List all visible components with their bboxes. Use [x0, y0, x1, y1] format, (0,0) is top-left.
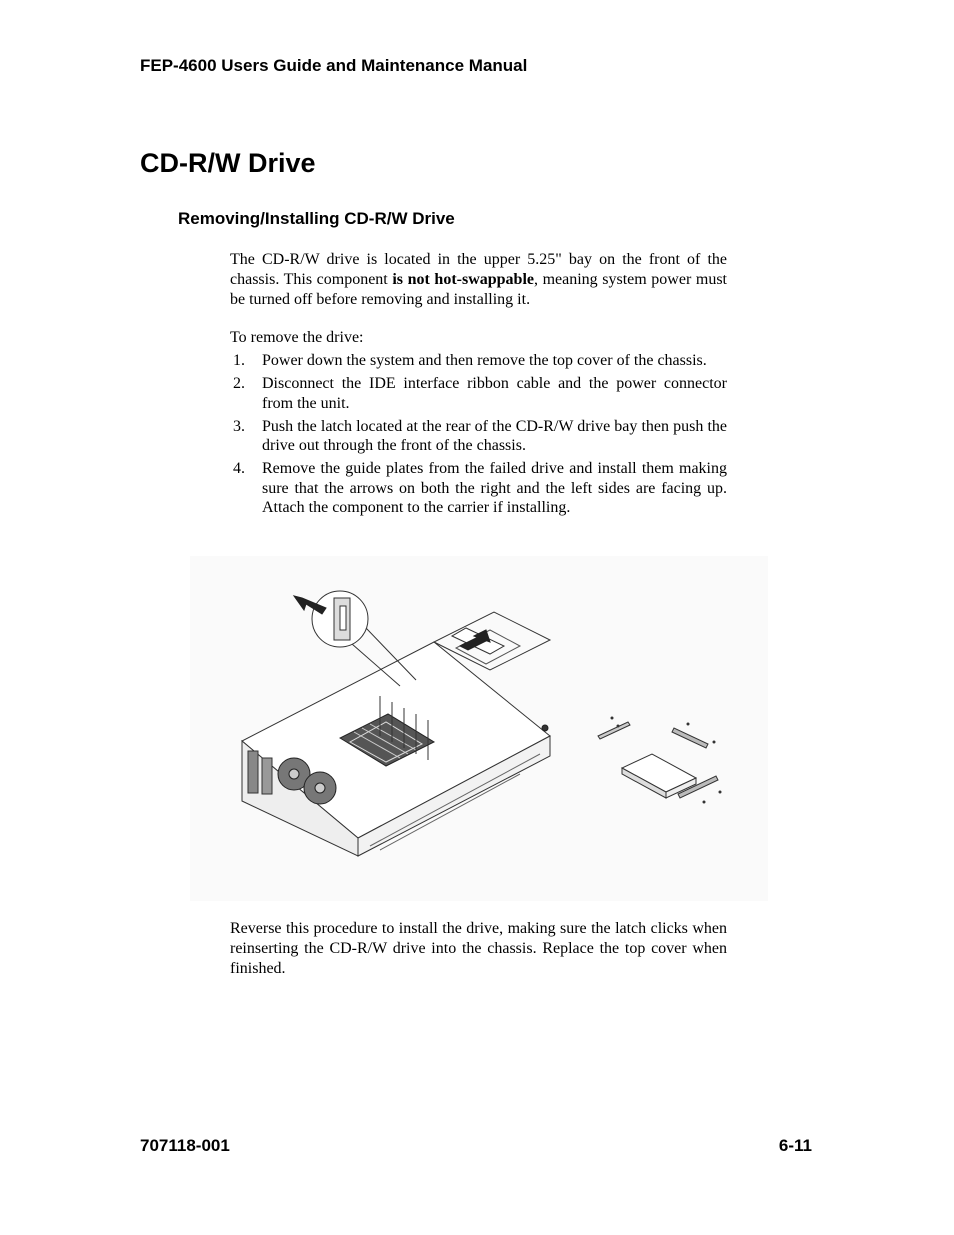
chassis-drive-illustration	[190, 556, 768, 901]
section-title: CD-R/W Drive	[140, 148, 316, 178]
step-text: Push the latch located at the rear of the CD-R/W drive bay then push the drive out through the front of the chassis.	[262, 417, 727, 454]
guide-plates-exploded-drawing	[598, 717, 722, 804]
intro-text-part1: The CD-R/W drive is located in the upper 5.25" bay on the front of the chassis. This component	[230, 251, 727, 288]
page-number: 6-11	[778, 1136, 812, 1155]
hot-swap-warning: is not hot-swappable	[392, 271, 534, 288]
list-item	[230, 459, 727, 518]
list-item	[230, 374, 727, 413]
list-item	[230, 351, 727, 371]
step-number: 1.	[233, 352, 245, 369]
step-text: Power down the system and then remove the top cover of the chassis.	[262, 352, 707, 369]
subsection-title: Removing/Installing CD-R/W Drive	[178, 209, 455, 228]
removal-steps-list	[230, 351, 727, 521]
step-number: 2.	[233, 375, 245, 392]
step-text: Remove the guide plates from the failed drive and install them making sure that the arrows on both the right and the left sides are facing up. Attach the component to the carrier if installing.	[262, 460, 727, 516]
intro-paragraph	[230, 250, 727, 310]
intro-text-part2: , meaning system power must be turned off before removing and installing it.	[230, 271, 727, 308]
chassis-drawing	[242, 612, 550, 856]
step-text: Disconnect the IDE interface ribbon cable and the power connector from the unit.	[262, 375, 727, 412]
procedure-label: To remove the drive:	[230, 329, 364, 346]
list-item	[230, 417, 727, 456]
document-number: 707118-001	[140, 1136, 230, 1155]
running-header: FEP-4600 Users Guide and Maintenance Manual	[140, 56, 528, 75]
outro-paragraph: Reverse this procedure to install the drive, making sure the latch clicks when reinserting the CD-R/W drive into the chassis. Replace the top cover when finished.	[230, 920, 727, 977]
step-number: 4.	[233, 460, 245, 477]
step-number: 3.	[233, 417, 245, 435]
